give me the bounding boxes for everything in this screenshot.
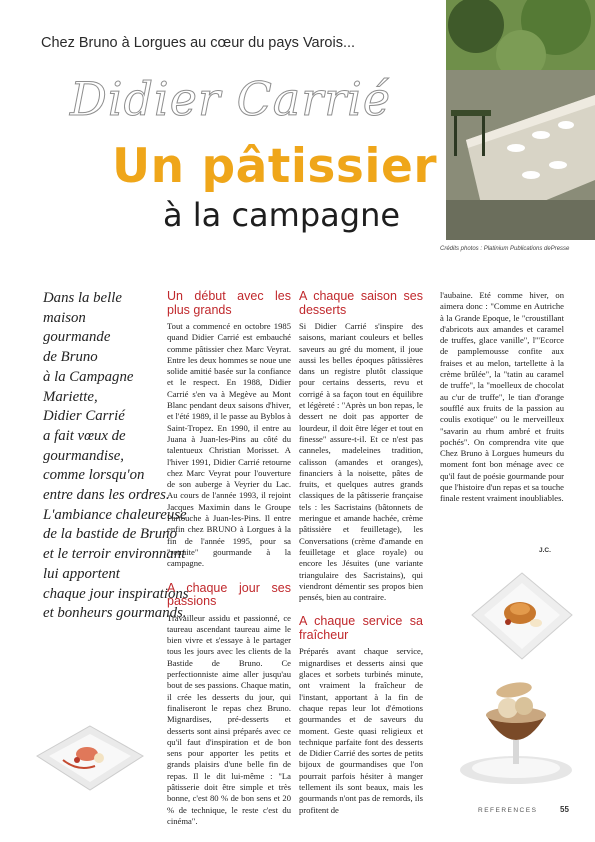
body-paragraph: Travailleur assidu et passionné, ce taureau ascendant taureau aime le bien vivre et s'essaye à le partager tous les jours avec les clients de la Bastide de Bruno. Ce perfectionniste aime aller jusqu'au bout de ses passions. Chaque matin, il crée les desserts du jour, qui finaliseront le repas chez Bruno. Mignardises, pré-desserts et desserts sont ainsi préparés avec ce qu'il faut d'inspiration et de bon sens pour apporter les petits et grands plaisirs d'une belle fin de repas. Il le dit lui-même : "La pâtisserie doit être simple et très bonne, c'est 80 % de bon sens et 20 % de technique, le reste c'est du cinéma". — [167, 612, 291, 826]
section-heading: A chaque saison ses desserts — [299, 289, 423, 317]
intro-line: chaque jour inspirations — [43, 585, 189, 602]
intro-line: et le terroir environnant — [43, 546, 186, 563]
intro-line: gourmandise, — [43, 447, 124, 464]
intro-line: L'ambiance chaleureuse — [43, 506, 187, 523]
intro-line: et bonheurs gourmands. — [43, 605, 187, 622]
intro-line: lui apportent — [43, 565, 120, 582]
column-2 — [299, 290, 423, 816]
intro-line: de Bruno — [43, 349, 98, 366]
intro-line: Didier Carrié — [43, 408, 125, 425]
magazine-name: REFERENCES — [478, 807, 538, 814]
photo-credits: Crédits photos : Platinium Publications dePresse — [440, 246, 570, 252]
intro-line: comme lorsqu'on — [43, 467, 145, 484]
intro-line: à la Campagne — [43, 368, 134, 385]
intro-line: Dans la belle — [43, 290, 122, 306]
intro-line: entre dans les ordres. — [43, 487, 170, 504]
intro-line: maison — [43, 309, 86, 326]
kicker: Chez Bruno à Lorgues au cœur du pays Varois... — [41, 35, 356, 51]
body-paragraph: Si Didier Carrié s'inspire des saisons, mariant couleurs et belles saveurs au gré du moment, il joue aussi les belles époques pâtissières dans un registre plutôt classique pour certains desserts, revu et corrigé à sa façon tout en équilibre et légèreté : "Après un bon repas, le dessert ne doit pas apporter de lourdeur, il doit être léger et tout en finesse" assure-t-il. Et ce n'est pas canneles, madeleines tradition, calisson (amandes et oranges), financiers à la noisette, pâtes de fruits, et quelques autres grands classiques de la pâtisserie française tels : les Sacristains (bâtonnets de meringue et amande hachée, crème pâtissière et feuilletage), les Conversations (crème d'amande en feuilletage et glace royale) ou encore les Jésuites (une variante triangulaire des Sacristains), qui viendront démentir ses propos bien pensés, bien au contraire. — [299, 321, 423, 603]
dessert-plate-photo — [468, 565, 576, 665]
dessert-glass-photo — [456, 670, 580, 788]
section-heading: A chaque jour ses passions — [167, 580, 291, 609]
section-heading: A chaque service sa fraîcheur — [299, 614, 423, 642]
dessert-square-plate-photo — [33, 722, 147, 794]
body-paragraph: Préparés avant chaque service, mignardises et desserts ainsi que glaces et sorbets turbinés minute, ont vraiment la fraîcheur de l'instant, apportant à la fin de chaque repas leur lot d'émotions gourmandes et de saveurs du moment. Geste quasi religieux et technique parfaite font des desserts de Didier Carrié des sortes de petits bijoux de gourmandises que l'on pourrait parfois hésiter à manger tellement ils sont beaux, mais les gourmands n'ont pas de remords, ils profitent de — [299, 646, 423, 815]
column-3 — [440, 290, 564, 505]
chef-name: Didier Carrié — [70, 72, 392, 126]
body-paragraph: l'aubaine. Eté comme hiver, on aimera donc : "Comme en Autriche à la Grande Epoque, le "croustillant d'abricots aux amandes et caramel de truffes, glace vanille", l'"Ecorce de pamplemousse confite aux fraises et au melon, tartellette à la crème brûlée", la "tatin au caramel de truffe", la "moelleux de chocolat au c'ur de truffe", le tian d'orange soufflé aux fruits de la passion au coulis exotique" ou le merveilleux "savarin au rhum ambré et fruits pochés". On comprendra vite que Chez Bruno à Lorgues humeurs du moment font bon ménage avec ce qu'il faut de poésie gourmande pour que l'histoire d'un repas et sa touche finale restent vraiment inoubliables. — [440, 290, 564, 504]
article-title: Un pâtissier — [112, 139, 438, 194]
page-number: 55 — [560, 805, 569, 814]
intro-line: gourmande — [43, 329, 111, 346]
intro-line: Mariette, — [43, 388, 98, 405]
intro-line: a fait vœux de — [43, 427, 126, 444]
section-heading: Un début avec les plus grands — [167, 289, 291, 317]
author-signature: J.C. — [539, 547, 551, 554]
article-subtitle: à la campagne — [163, 196, 401, 234]
terrace-photo — [446, 0, 595, 240]
intro-line: de la bastide de Bruno — [43, 526, 177, 543]
intro-text — [43, 289, 189, 624]
body-paragraph: Tout a commencé en octobre 1985 quand Didier Carrié est embauché comme pâtissier chez Marc Veyrat. Entre les deux hommes se noue une solide amitié basée sur la confiance et le respect. En 1988, Didier Carrié s'en va à Megève au Mont Blanc pendant deux saisons d'hiver, et l'été 1989, il le passe au Byblos à Saint-Tropez. En 1990, il entre au Juana à Juan-les-Pins au côté du talentueux Christian Morisset. A l'hiver 1991, Didier Carrié retourne chez Marc Veyrat pour l'ouverture de son auberge à Veyrier du Lac. Au cours de l'année 1993, il rejoint Jacques Maximin dans le Groupe Partouche à Juan-les-Pins. Il entre enfin chez BRUNO à Lorgues à la fin de l'année 1995, pour sa "retraite" gourmande à la campagne. — [167, 321, 291, 569]
column-1 — [167, 290, 291, 827]
